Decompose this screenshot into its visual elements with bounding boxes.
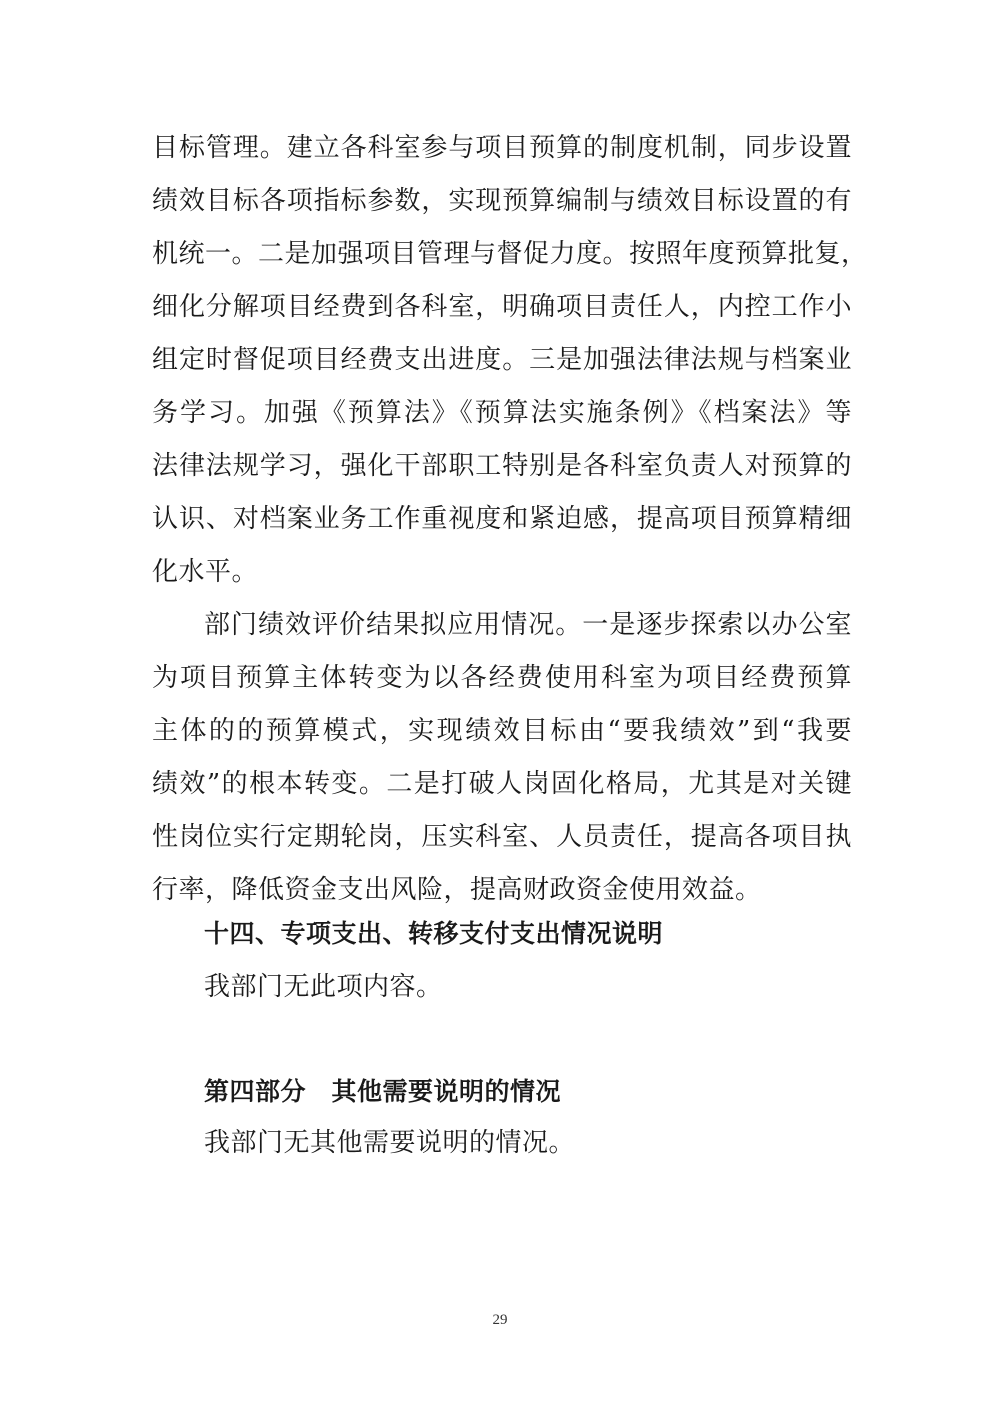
paragraph-line: 绩效”的根本转变。二是打破人岗固化格局，尤其是对关键 (152, 769, 852, 799)
section-body: 我部门无此项内容。 (204, 972, 443, 1002)
paragraph-line: 认识、对档案业务工作重视度和紧迫感，提高项目预算精细 (152, 504, 852, 534)
paragraph-line: 为项目预算主体转变为以各经费使用科室为项目经费预算 (152, 663, 852, 693)
paragraph-line: 行率，降低资金支出风险，提高财政资金使用效益。 (152, 875, 762, 905)
paragraph-line: 组定时督促项目经费支出进度。三是加强法律法规与档案业 (152, 345, 852, 375)
paragraph-line: 细化分解项目经费到各科室，明确项目责任人，内控工作小 (152, 292, 852, 322)
paragraph-line: 目标管理。建立各科室参与项目预算的制度机制，同步设置 (152, 133, 852, 163)
section-heading: 十四、专项支出、转移支付支出情况说明 (204, 919, 664, 948)
paragraph-line: 绩效目标各项指标参数，实现预算编制与绩效目标设置的有 (152, 186, 852, 216)
paragraph-line: 性岗位实行定期轮岗，压实科室、人员责任，提高各项目执 (152, 822, 852, 852)
page-number: 29 (492, 1312, 508, 1328)
paragraph-line: 部门绩效评价结果拟应用情况。一是逐步探索以办公室 (204, 610, 852, 640)
paragraph-line: 法律法规学习，强化干部职工特别是各科室负责人对预算的 (152, 451, 852, 481)
part-heading: 第四部分 其他需要说明的情况 (204, 1077, 562, 1106)
paragraph-line: 务学习。加强《预算法》《预算法实施条例》《档案法》等 (152, 398, 852, 428)
part-body: 我部门无其他需要说明的情况。 (204, 1128, 576, 1158)
paragraph-line: 机统一。二是加强项目管理与督促力度。按照年度预算批复， (152, 239, 868, 269)
paragraph-line: 化水平。 (152, 557, 259, 587)
paragraph-line: 主体的的预算模式，实现绩效目标由“要我绩效”到“我要 (152, 716, 852, 746)
